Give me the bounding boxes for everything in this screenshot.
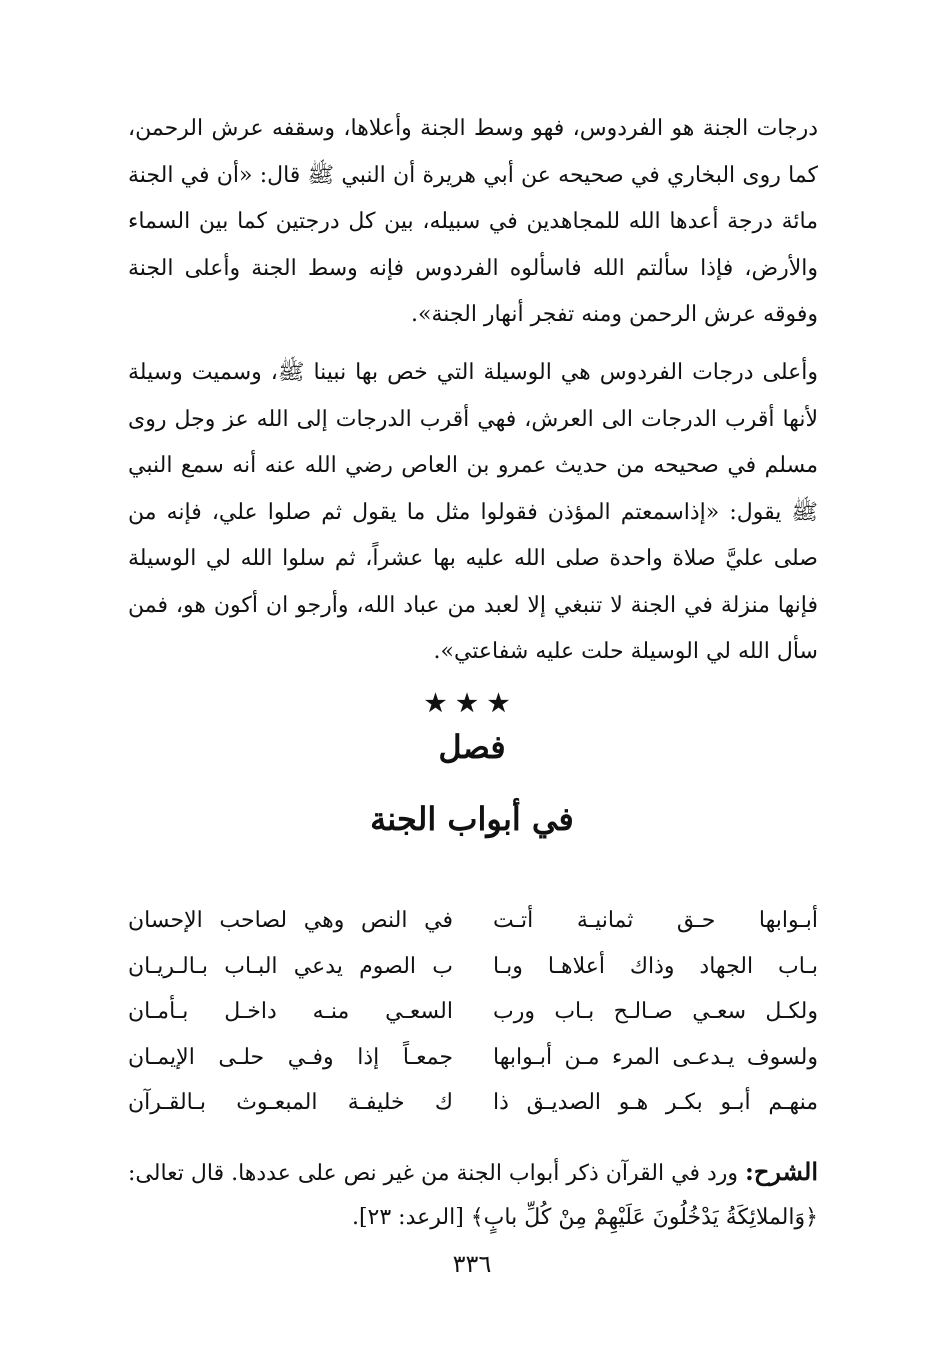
verse-first-hemistich: بـاب الجهاد وذاك أعلاهـا وبـا <box>493 953 818 979</box>
commentary-text: ورد في القرآن ذكر أبواب الجنة من غير نص على عددها. قال تعالى: ﴿وَالملائِكَةُ يَدْخُلُونَ عَلَيْهِمْ مِنْ كُلِّ بابٍ﴾ [الرعد: ٢٣]. <box>128 1161 818 1230</box>
poem-verse <box>128 1080 818 1126</box>
section-separator: ★★★ <box>424 688 520 717</box>
page-number: ٣٣٦ <box>452 1250 492 1278</box>
verse-first-hemistich: ولكـل سعـي صـالـح بـاب ورب <box>493 999 818 1024</box>
verse-second-hemistich: في النص وهي لصاحب الإحسان <box>128 908 453 933</box>
poem-verse <box>128 989 818 1035</box>
commentary <box>128 1150 818 1240</box>
verse-second-hemistich: ب الصوم يدعي البـاب بـالـريـان <box>128 953 453 979</box>
verse-second-hemistich: ك خليفـة المبعـوث بـالقـرآن <box>128 1090 453 1115</box>
body-paragraph-2: وأعلى درجات الفردوس هي الوسيلة التي خص بها نبينا ﷺ، وسميت وسيلة لأنها أقرب الدرجات الى العرش، فهي أقرب الدرجات إلى الله عز وجل روى مسلم في صحيحه من حديث عمرو بن العاص رضي الله عنه أنه سمع النبي ﷺ يقول: «إذاسمعتم المؤذن فقولوا مثل ما يقول ثم صلوا علي، فإنه من صلى عليَّ صلاة واحدة صلى الله عليه بها عشراً، ثم سلوا الله لي الوسيلة فإنها منزلة في الجنة لا تنبغي إلا لعبد من عباد الله، وأرجو ان أكون هو، فمن سأل الله لي الوسيلة حلت عليه شفاعتي». <box>128 360 818 664</box>
verse-first-hemistich: أبـوابها حـق ثمانيـة أتـت <box>493 908 818 933</box>
section-title: فصل <box>438 728 506 766</box>
poem-verse <box>128 1035 818 1081</box>
verse-first-hemistich: منهـم أبـو بكـر هـو الصديـق ذا <box>493 1090 818 1115</box>
commentary-label: الشرح: <box>745 1157 818 1186</box>
poem-verse <box>128 898 818 944</box>
body-paragraph-1: درجات الجنة هو الفردوس، فهو وسط الجنة وأعلاها، وسقفه عرش الرحمن، كما روى البخاري في صحيحه عن أبي هريرة أن النبي ﷺ قال: «أن في الجنة مائة درجة أعدها الله للمجاهدين في سبيله، بين كل درجتين كما بين السماء والأرض، فإذا سألتم الله فاسألوه الفردوس فإنه وسط الجنة وأعلى الجنة وفوقه عرش الرحمن ومنه تفجر أنهار الجنة». <box>128 116 818 327</box>
verse-first-hemistich: ولسوف يـدعـى المرء مـن أبـوابها <box>493 1044 818 1070</box>
verse-second-hemistich: السعـي منـه داخـل بـأمـان <box>128 999 453 1024</box>
verse-second-hemistich: جمعـاً إذا وفـي حلـى الإيمـان <box>128 1044 453 1070</box>
section-subtitle: في أبواب الجنة <box>370 800 574 838</box>
poem <box>128 898 818 1126</box>
poem-verse <box>128 944 818 990</box>
